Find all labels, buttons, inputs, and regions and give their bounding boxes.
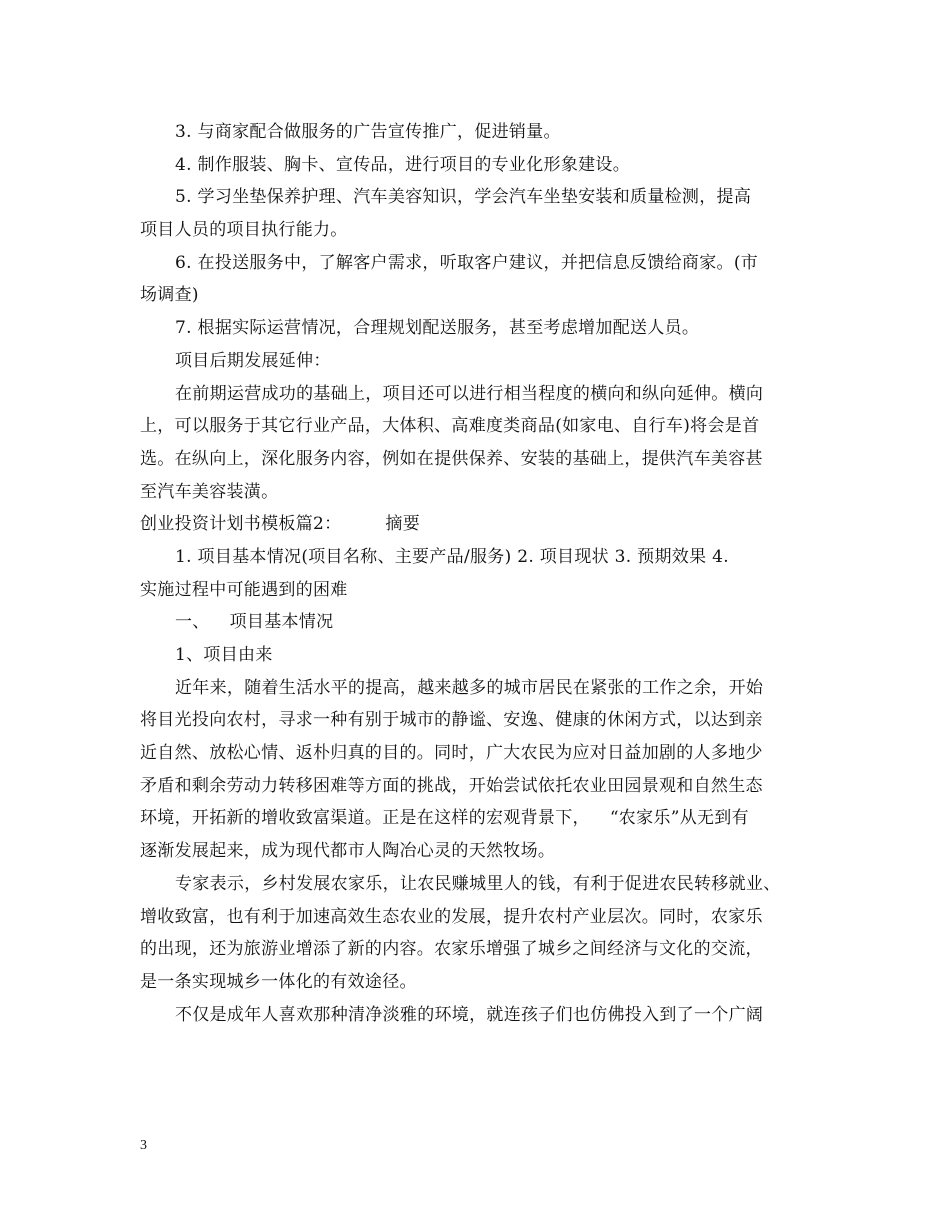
text-line: 至汽车美容装潢。 bbox=[140, 481, 279, 502]
text-line: 上，可以服务于其它行业产品，大体积、高难度类商品(如家电、自行车)将会是首 bbox=[140, 416, 760, 437]
text-line: 6. 在投送服务中，了解客户需求，听取客户建议，并把信息反馈给商家。(市 bbox=[175, 252, 759, 273]
text-line: 不仅是成年人喜欢那种清净淡雅的环境，就连孩子们也仿佛投入到了一个广阔 bbox=[175, 1004, 764, 1025]
text-line: 选。在纵向上，深化服务内容，例如在提供保养、安装的基础上，提供汽车美容甚 bbox=[140, 448, 763, 469]
document-body bbox=[140, 116, 812, 1031]
chapter-title-line bbox=[140, 508, 812, 541]
text-line: 3. 与商家配合做服务的广告宣传推广，促进销量。 bbox=[175, 122, 561, 142]
text-line: 矛盾和剩余劳动力转移困难等方面的挑战，开始尝试依托农业田园景观和自然生态 bbox=[140, 775, 763, 796]
chapter-title: 创业投资计划书模板篇2： bbox=[140, 514, 342, 535]
text-line: 近年来，随着生活水平的提高，越来越多的城市居民在紧张的工作之余，开始 bbox=[175, 677, 764, 698]
subsection-heading: 1、项目由来 bbox=[175, 645, 273, 665]
text-line: 环境，开拓新的增收致富渠道。正是在这样的宏观背景下， “农家乐”从无到有 bbox=[140, 808, 749, 829]
section-number: 一、 bbox=[175, 612, 210, 633]
text-line: 1. 项目基本情况(项目名称、主要产品/服务) 2. 项目现状 3. 预期效果 4. bbox=[175, 546, 729, 567]
text-line: 7. 根据实际运营情况，合理规划配送服务，甚至考虑增加配送人员。 bbox=[175, 318, 700, 339]
text-line: 增收致富，也有利于加速高效生态农业的发展，提升农村产业层次。同时，农家乐 bbox=[140, 906, 763, 927]
text-line: 在前期运营成功的基础上，项目还可以进行相当程度的横向和纵向延伸。横向 bbox=[175, 383, 764, 404]
text-line: 是一条实现城乡一体化的有效途径。 bbox=[140, 971, 417, 992]
text-line: 项目人员的项目执行能力。 bbox=[140, 220, 348, 241]
text-line: 4. 制作服装、胸卡、宣传品，进行项目的专业化形象建设。 bbox=[175, 154, 631, 175]
text-line: 5. 学习坐垫保养护理、汽车美容知识，学会汽车坐垫安装和质量检测，提高 bbox=[175, 187, 752, 208]
text-line: 专家表示，乡村发展农家乐，让农民赚城里人的钱，有利于促进农民转移就业、 bbox=[175, 873, 781, 894]
section-heading-line bbox=[140, 606, 812, 639]
text-line: 近自然、放松心情、返朴归真的目的。同时，广大农民为应对日益加剧的人多地少 bbox=[140, 743, 763, 764]
text-line: 将目光投向农村，寻求一种有别于城市的静谧、安逸、健康的休闲方式，以达到亲 bbox=[140, 710, 763, 731]
section-heading: 项目后期发展延伸： bbox=[175, 350, 331, 371]
section-heading: 项目基本情况 bbox=[229, 612, 334, 633]
text-line: 逐渐发展起来，成为现代都市人陶冶心灵的天然牧场。 bbox=[140, 841, 556, 862]
abstract-heading: 摘要 bbox=[385, 514, 421, 535]
text-line: 实施过程中可能遇到的困难 bbox=[140, 579, 348, 600]
text-line: 的出现，还为旅游业增添了新的内容。农家乐增强了城乡之间经济与文化的交流， bbox=[140, 939, 763, 960]
page-number: 3 bbox=[140, 1138, 147, 1153]
text-line: 场调查) bbox=[140, 285, 199, 306]
